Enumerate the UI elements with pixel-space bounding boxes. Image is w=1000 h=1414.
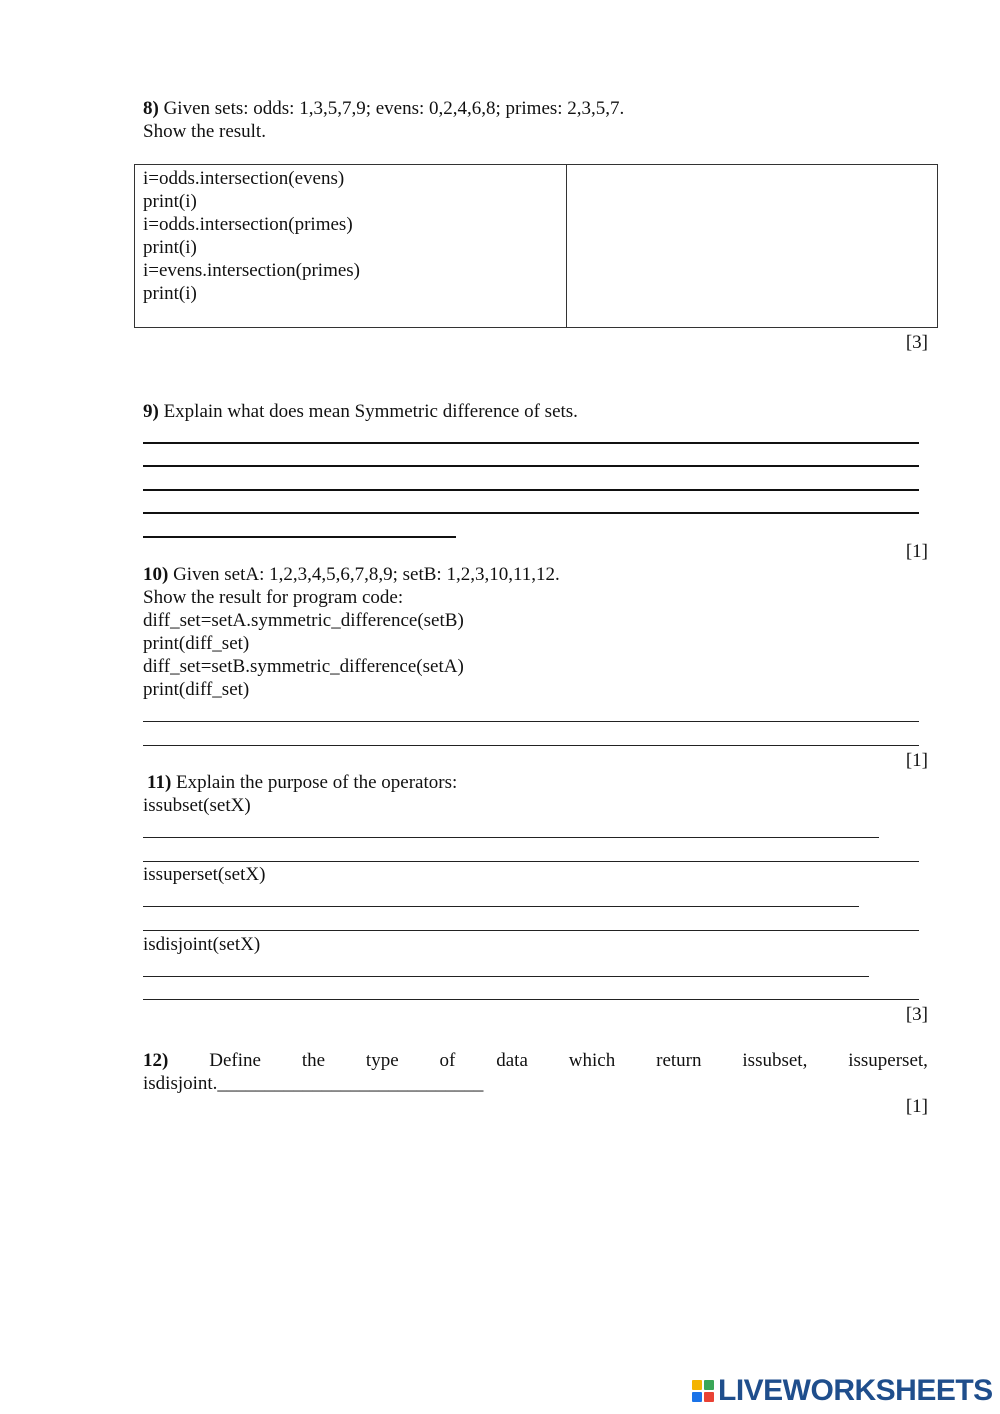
q11-issuperset-line-1[interactable] [143,906,859,907]
q8-answer-cell[interactable] [567,165,938,328]
q9-answer-line-3[interactable] [143,489,919,491]
liveworksheets-logo-icon [692,1380,714,1402]
q8-code-line-5: i=evens.intersection(primes) [143,260,361,281]
logo-square-green [704,1380,714,1390]
q8-prompt [143,97,624,120]
q12-prompt [143,1049,928,1072]
q12-word-9: issuperset, [848,1050,928,1071]
q11-op-issuperset: issuperset(setX) [143,864,266,885]
q10-answer-line-2[interactable] [143,745,919,746]
q10-number: 10) [143,564,169,585]
q8-code-cell [135,165,567,328]
q8-mark: [3] [905,332,928,353]
q8-code-line-2: print(i) [143,191,197,212]
q11-prompt [147,771,457,794]
q8-code-line-4: print(i) [143,237,197,258]
q8-code-line-3: i=odds.intersection(primes) [143,214,353,235]
q9-number: 9) [143,401,159,422]
q11-isdisjoint-line-1[interactable] [143,976,869,977]
q12-word-7: return [656,1050,702,1071]
q12-word-6: which [568,1050,616,1071]
q10-line-4: diff_set=setB.symmetric_difference(setA) [143,656,464,677]
logo-square-blue [692,1392,702,1402]
q11-op-issubset: issubset(setX) [143,795,251,816]
q10-line-1: Show the result for program code: [143,587,404,608]
q8-number: 8) [143,98,159,119]
q10-text: Given setA: 1,2,3,4,5,6,7,8,9; setB: 1,2,3,10,11,12. [168,564,560,585]
q10-answer-line-1[interactable] [143,721,919,722]
q11-op-isdisjoint: isdisjoint(setX) [143,934,261,955]
q11-issuperset-line-2[interactable] [143,930,919,931]
q8-table [134,164,938,328]
q10-line-2: diff_set=setA.symmetric_difference(setB) [143,610,464,631]
q11-number: 11) [147,772,172,793]
q9-text: Explain what does mean Symmetric difference of sets. [158,401,578,422]
q12-word-4: of [439,1050,456,1071]
q9-answer-line-4[interactable] [143,512,919,514]
q9-answer-line-5[interactable] [143,536,456,538]
q10-line-3: print(diff_set) [143,633,250,654]
q10-mark: [1] [905,750,928,771]
logo-square-yellow [692,1380,702,1390]
q9-prompt [143,400,578,423]
q12-word-1: Define [209,1050,261,1071]
q9-answer-line-2[interactable] [143,465,919,467]
q12-word-3: type [365,1050,399,1071]
q9-answer-line-1[interactable] [143,442,919,444]
q11-isdisjoint-line-2[interactable] [143,999,919,1000]
q11-issubset-line-2[interactable] [143,861,919,862]
q8-text: Given sets: odds: 1,3,5,7,9; evens: 0,2,4,6,8; primes: 2,3,5,7. [158,98,625,119]
q10-prompt [143,563,560,586]
q8-instruction: Show the result. [143,121,266,142]
q8-code-line-1: i=odds.intersection(evens) [143,168,345,189]
q12-number: 12) [143,1050,169,1071]
q8-code-line-6: print(i) [143,283,197,304]
q12-answer-line[interactable]: isdisjoint.____________________________ [143,1073,484,1094]
logo-square-red [704,1392,714,1402]
q12-word-2: the [301,1050,326,1071]
q11-text: Explain the purpose of the operators: [171,772,458,793]
liveworksheets-logo [692,1374,993,1408]
q9-mark: [1] [905,541,928,562]
q11-issubset-line-1[interactable] [143,837,879,838]
q12-word-8: issubset, [742,1050,808,1071]
q12-mark: [1] [905,1096,928,1117]
q12-word-5: data [496,1050,528,1071]
q10-line-5: print(diff_set) [143,679,250,700]
q11-mark: [3] [905,1004,928,1025]
liveworksheets-brand-text: LIVEWORKSHEETS [718,1374,993,1407]
